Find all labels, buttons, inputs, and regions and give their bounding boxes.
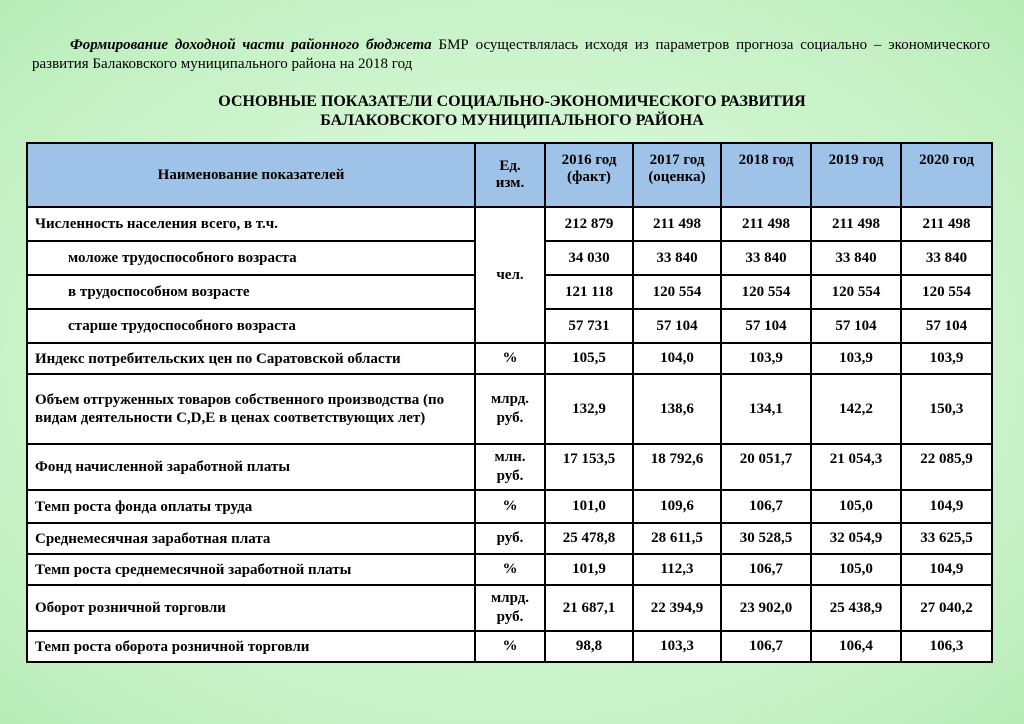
cell-value: 106,7 bbox=[721, 554, 811, 585]
header-name: Наименование показателей bbox=[27, 143, 475, 207]
unit-line: руб. bbox=[496, 468, 524, 484]
header-year-2016 bbox=[545, 143, 633, 207]
cell-value: 211 498 bbox=[811, 207, 901, 241]
unit-line: руб. bbox=[496, 609, 524, 625]
row-unit: % bbox=[475, 554, 545, 585]
row-unit: % bbox=[475, 490, 545, 523]
row-unit bbox=[475, 374, 545, 444]
row-name: Оборот розничной торговли bbox=[27, 585, 475, 631]
cell-value: 112,3 bbox=[633, 554, 721, 585]
cell-value: 103,9 bbox=[721, 343, 811, 374]
header-year-2020 bbox=[901, 143, 992, 207]
cell-value: 17 153,5 bbox=[545, 444, 633, 490]
row-unit bbox=[475, 444, 545, 490]
cell-value: 142,2 bbox=[811, 374, 901, 444]
cell-value: 211 498 bbox=[633, 207, 721, 241]
header-year-label: 2019 год bbox=[828, 152, 884, 168]
cell-value: 57 731 bbox=[545, 309, 633, 343]
row-unit bbox=[475, 585, 545, 631]
header-year-label: 2020 год bbox=[919, 152, 974, 168]
cell-value: 101,0 bbox=[545, 490, 633, 523]
unit-line: млн. bbox=[494, 449, 526, 465]
cell-value: 32 054,9 bbox=[811, 523, 901, 554]
unit-line: руб. bbox=[496, 410, 524, 426]
cell-value: 27 040,2 bbox=[901, 585, 992, 631]
header-year-note: (оценка) bbox=[648, 169, 706, 185]
header-row bbox=[27, 143, 992, 207]
table-row bbox=[27, 343, 992, 374]
cell-value: 103,3 bbox=[633, 631, 721, 662]
row-name: Темп роста фонда оплаты труда bbox=[27, 490, 475, 523]
table-row bbox=[27, 631, 992, 662]
cell-value: 212 879 bbox=[545, 207, 633, 241]
header-year-note: (факт) bbox=[567, 169, 611, 185]
table-title-line-2: БАЛАКОВСКОГО МУНИЦИПАЛЬНОГО РАЙОНА bbox=[320, 112, 704, 129]
cell-value: 57 104 bbox=[811, 309, 901, 343]
cell-value: 23 902,0 bbox=[721, 585, 811, 631]
cell-value: 34 030 bbox=[545, 241, 633, 275]
cell-value: 120 554 bbox=[901, 275, 992, 309]
cell-value: 104,0 bbox=[633, 343, 721, 374]
cell-value: 25 478,8 bbox=[545, 523, 633, 554]
cell-value: 106,4 bbox=[811, 631, 901, 662]
cell-value: 30 528,5 bbox=[721, 523, 811, 554]
indicators-table bbox=[26, 142, 993, 663]
cell-value: 132,9 bbox=[545, 374, 633, 444]
row-name: Среднемесячная заработная плата bbox=[27, 523, 475, 554]
unit-line: млрд. bbox=[490, 391, 530, 407]
row-name: Объем отгруженных товаров собственного производства (по видам деятельности C,D,E в ценах соответствующих лет) bbox=[27, 374, 475, 444]
cell-value: 101,9 bbox=[545, 554, 633, 585]
table-row bbox=[27, 490, 992, 523]
cell-value: 150,3 bbox=[901, 374, 992, 444]
row-name: Фонд начисленной заработной платы bbox=[27, 444, 475, 490]
cell-value: 109,6 bbox=[633, 490, 721, 523]
row-name: моложе трудоспособного возраста bbox=[27, 241, 475, 275]
unit-line: млрд. bbox=[490, 590, 530, 606]
table-row bbox=[27, 444, 992, 490]
row-unit: % bbox=[475, 631, 545, 662]
cell-value: 120 554 bbox=[811, 275, 901, 309]
table-row bbox=[27, 523, 992, 554]
cell-value: 106,7 bbox=[721, 490, 811, 523]
row-name: Темп роста оборота розничной торговли bbox=[27, 631, 475, 662]
cell-value: 106,3 bbox=[901, 631, 992, 662]
table-row bbox=[27, 585, 992, 631]
header-year-label: 2016 год bbox=[561, 152, 617, 168]
header-unit bbox=[475, 143, 545, 207]
table-row bbox=[27, 207, 992, 241]
cell-value: 103,9 bbox=[901, 343, 992, 374]
row-name: Численность населения всего, в т.ч. bbox=[27, 207, 475, 241]
intro-text: БМР осуществлялась исходя из параметров прогноза социально – экономического развития Балаковского муниципального района на 2018 год bbox=[32, 37, 990, 72]
cell-value: 21 687,1 bbox=[545, 585, 633, 631]
intro-paragraph bbox=[32, 36, 990, 74]
cell-value: 120 554 bbox=[633, 275, 721, 309]
cell-value: 33 840 bbox=[633, 241, 721, 275]
row-unit: % bbox=[475, 343, 545, 374]
header-year-label: 2017 год bbox=[649, 152, 705, 168]
row-name: Индекс потребительских цен по Саратовской области bbox=[27, 343, 475, 374]
cell-value: 57 104 bbox=[633, 309, 721, 343]
cell-value: 105,0 bbox=[811, 554, 901, 585]
cell-value: 22 394,9 bbox=[633, 585, 721, 631]
header-year-2017 bbox=[633, 143, 721, 207]
cell-value: 21 054,3 bbox=[811, 444, 901, 490]
row-unit: руб. bbox=[475, 523, 545, 554]
row-unit: чел. bbox=[475, 207, 545, 343]
cell-value: 121 118 bbox=[545, 275, 633, 309]
row-name: старше трудоспособного возраста bbox=[27, 309, 475, 343]
cell-value: 105,0 bbox=[811, 490, 901, 523]
cell-value: 33 840 bbox=[811, 241, 901, 275]
table-row bbox=[27, 554, 992, 585]
cell-value: 105,5 bbox=[545, 343, 633, 374]
row-name: в трудоспособном возрасте bbox=[27, 275, 475, 309]
header-unit-line: Ед. bbox=[499, 158, 521, 174]
table-title-line-1: ОСНОВНЫЕ ПОКАЗАТЕЛИ СОЦИАЛЬНО-ЭКОНОМИЧЕСКОГО РАЗВИТИЯ bbox=[218, 93, 806, 110]
cell-value: 134,1 bbox=[721, 374, 811, 444]
cell-value: 120 554 bbox=[721, 275, 811, 309]
cell-value: 25 438,9 bbox=[811, 585, 901, 631]
cell-value: 28 611,5 bbox=[633, 523, 721, 554]
cell-value: 211 498 bbox=[901, 207, 992, 241]
cell-value: 106,7 bbox=[721, 631, 811, 662]
intro-lead: Формирование доходной части районного бюджета bbox=[70, 37, 432, 53]
row-name: Темп роста среднемесячной заработной платы bbox=[27, 554, 475, 585]
cell-value: 57 104 bbox=[721, 309, 811, 343]
cell-value: 33 625,5 bbox=[901, 523, 992, 554]
cell-value: 138,6 bbox=[633, 374, 721, 444]
header-unit-line: изм. bbox=[495, 175, 525, 191]
cell-value: 20 051,7 bbox=[721, 444, 811, 490]
cell-value: 33 840 bbox=[901, 241, 992, 275]
table-row bbox=[27, 374, 992, 444]
cell-value: 57 104 bbox=[901, 309, 992, 343]
cell-value: 33 840 bbox=[721, 241, 811, 275]
header-year-2018 bbox=[721, 143, 811, 207]
cell-value: 103,9 bbox=[811, 343, 901, 374]
cell-value: 18 792,6 bbox=[633, 444, 721, 490]
cell-value: 98,8 bbox=[545, 631, 633, 662]
cell-value: 104,9 bbox=[901, 554, 992, 585]
cell-value: 22 085,9 bbox=[901, 444, 992, 490]
header-year-2019 bbox=[811, 143, 901, 207]
cell-value: 211 498 bbox=[721, 207, 811, 241]
cell-value: 104,9 bbox=[901, 490, 992, 523]
header-year-label: 2018 год bbox=[738, 152, 794, 168]
